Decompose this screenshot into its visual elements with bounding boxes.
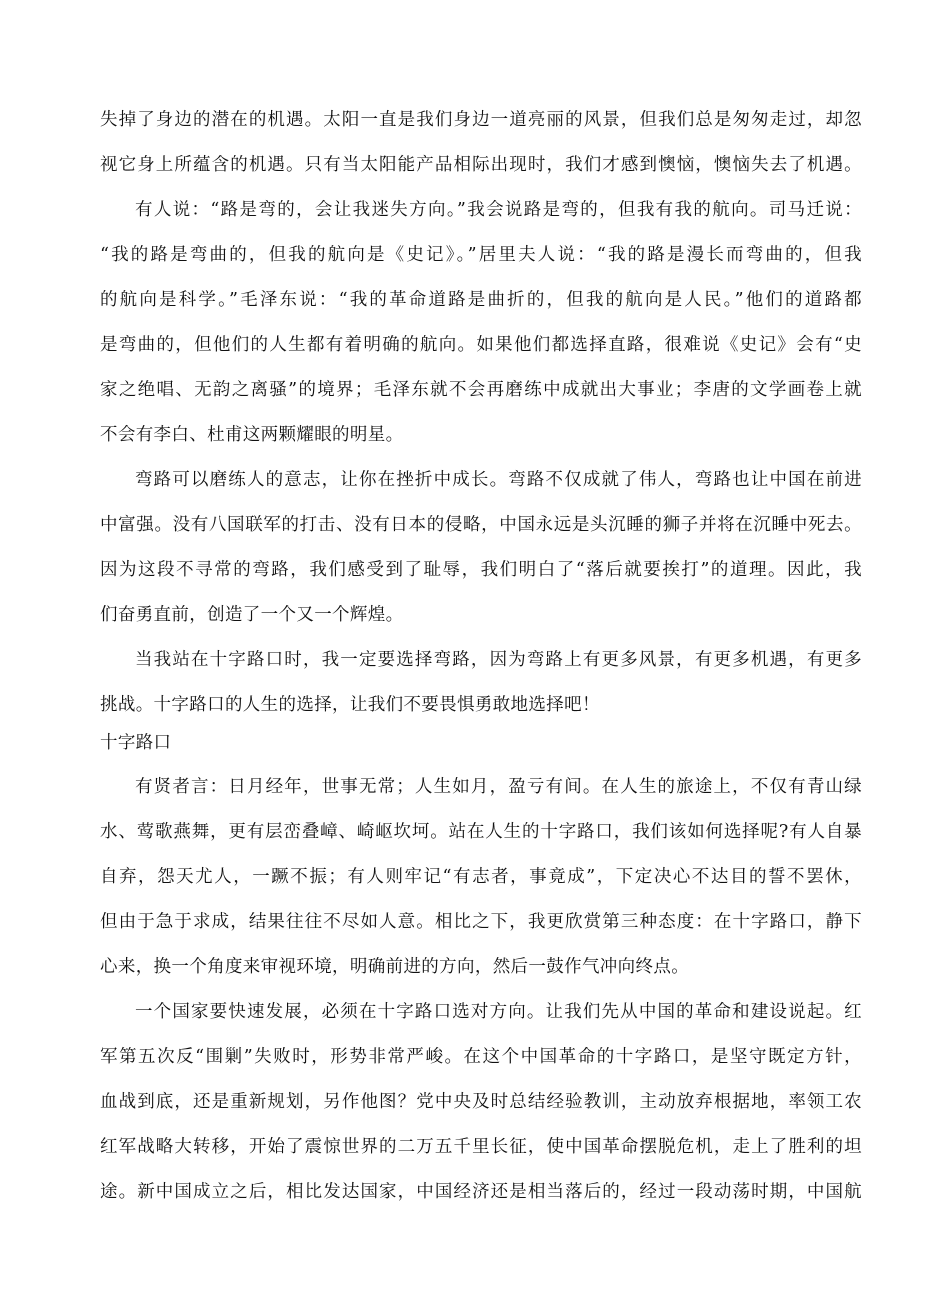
text-line: 们奋勇直前，创造了一个又一个辉煌。 <box>100 605 404 625</box>
text-line: 的航向是科学。”毛泽东说：“我的革命道路是曲折的，但我的航向是人民。”他们的道路都 <box>100 290 862 310</box>
text-line: 家之绝唱、无韵之离骚”的境界；毛泽东就不会再磨练中成就出大事业；李唐的文学画卷上就 <box>100 380 862 400</box>
text-line: 中富强。没有八国联军的打击、没有日本的侵略，中国永远是头沉睡的狮子并将在沉睡中死去。 <box>100 515 862 535</box>
text-line: 视它身上所蕴含的机遇。只有当太阳能产品相际出现时，我们才感到懊恼，懊恼失去了机遇。 <box>100 155 862 175</box>
text-line: 红军战略大转移，开始了震惊世界的二万五千里长征，使中国革命摆脱危机，走上了胜利的坦 <box>100 1137 862 1157</box>
paragraph-start-line: 有人说：“路是弯的，会让我迷失方向。”我会说路是弯的，但我有我的航向。司马迁说： <box>135 200 862 220</box>
section-heading: 十字路口 <box>100 733 172 753</box>
text-line: 水、莺歌燕舞，更有层峦叠嶂、崎岖坎坷。站在人生的十字路口，我们该如何选择呢?有人自暴 <box>100 822 862 842</box>
paragraph-start-line: 有贤者言：日月经年，世事无常；人生如月，盈亏有间。在人生的旅途上，不仅有青山绿 <box>135 777 862 797</box>
text-line: 途。新中国成立之后，相比发达国家，中国经济还是相当落后的，经过一段动荡时期，中国航 <box>100 1182 862 1202</box>
paragraph-start-line: 当我站在十字路口时，我一定要选择弯路，因为弯路上有更多风景，有更多机遇，有更多 <box>135 650 862 670</box>
text-line: 军第五次反“围剿”失败时，形势非常严峻。在这个中国革命的十字路口，是坚守既定方针， <box>100 1047 862 1067</box>
text-line: “我的路是弯曲的，但我的航向是《史记》。”居里夫人说：“我的路是漫长而弯曲的，但我 <box>100 245 862 265</box>
text-line: 血战到底，还是重新规划，另作他图？党中央及时总结经验教训，主动放弃根据地，率领工农 <box>100 1092 862 1112</box>
text-line: 自弃，怨天尤人，一蹶不振；有人则牢记“有志者，事竟成”，下定决心不达目的誓不罢休， <box>100 867 862 887</box>
text-line: 心来，换一个角度来审视环境，明确前进的方向，然后一鼓作气冲向终点。 <box>100 957 690 977</box>
paragraph-start-line: 一个国家要快速发展，必须在十字路口选对方向。让我们先从中国的革命和建设说起。红 <box>135 1002 862 1022</box>
text-line: 失掉了身边的潜在的机遇。太阳一直是我们身边一道亮丽的风景，但我们总是匆匆走过，却忽 <box>100 110 862 130</box>
text-line: 是弯曲的，但他们的人生都有着明确的航向。如果他们都选择直路，很难说《史记》会有“史 <box>100 335 862 355</box>
text-line: 挑战。十字路口的人生的选择，让我们不要畏惧勇敢地选择吧！ <box>100 695 600 715</box>
text-line: 但由于急于求成，结果往往不尽如人意。相比之下，我更欣赏第三种态度：在十字路口，静下 <box>100 912 862 932</box>
text-line: 因为这段不寻常的弯路，我们感受到了耻辱，我们明白了“落后就要挨打”的道理。因此，我 <box>100 560 862 580</box>
paragraph-start-line: 弯路可以磨练人的意志，让你在挫折中成长。弯路不仅成就了伟人，弯路也让中国在前进 <box>135 470 862 490</box>
text-line: 不会有李白、杜甫这两颗耀眼的明星。 <box>100 425 404 445</box>
